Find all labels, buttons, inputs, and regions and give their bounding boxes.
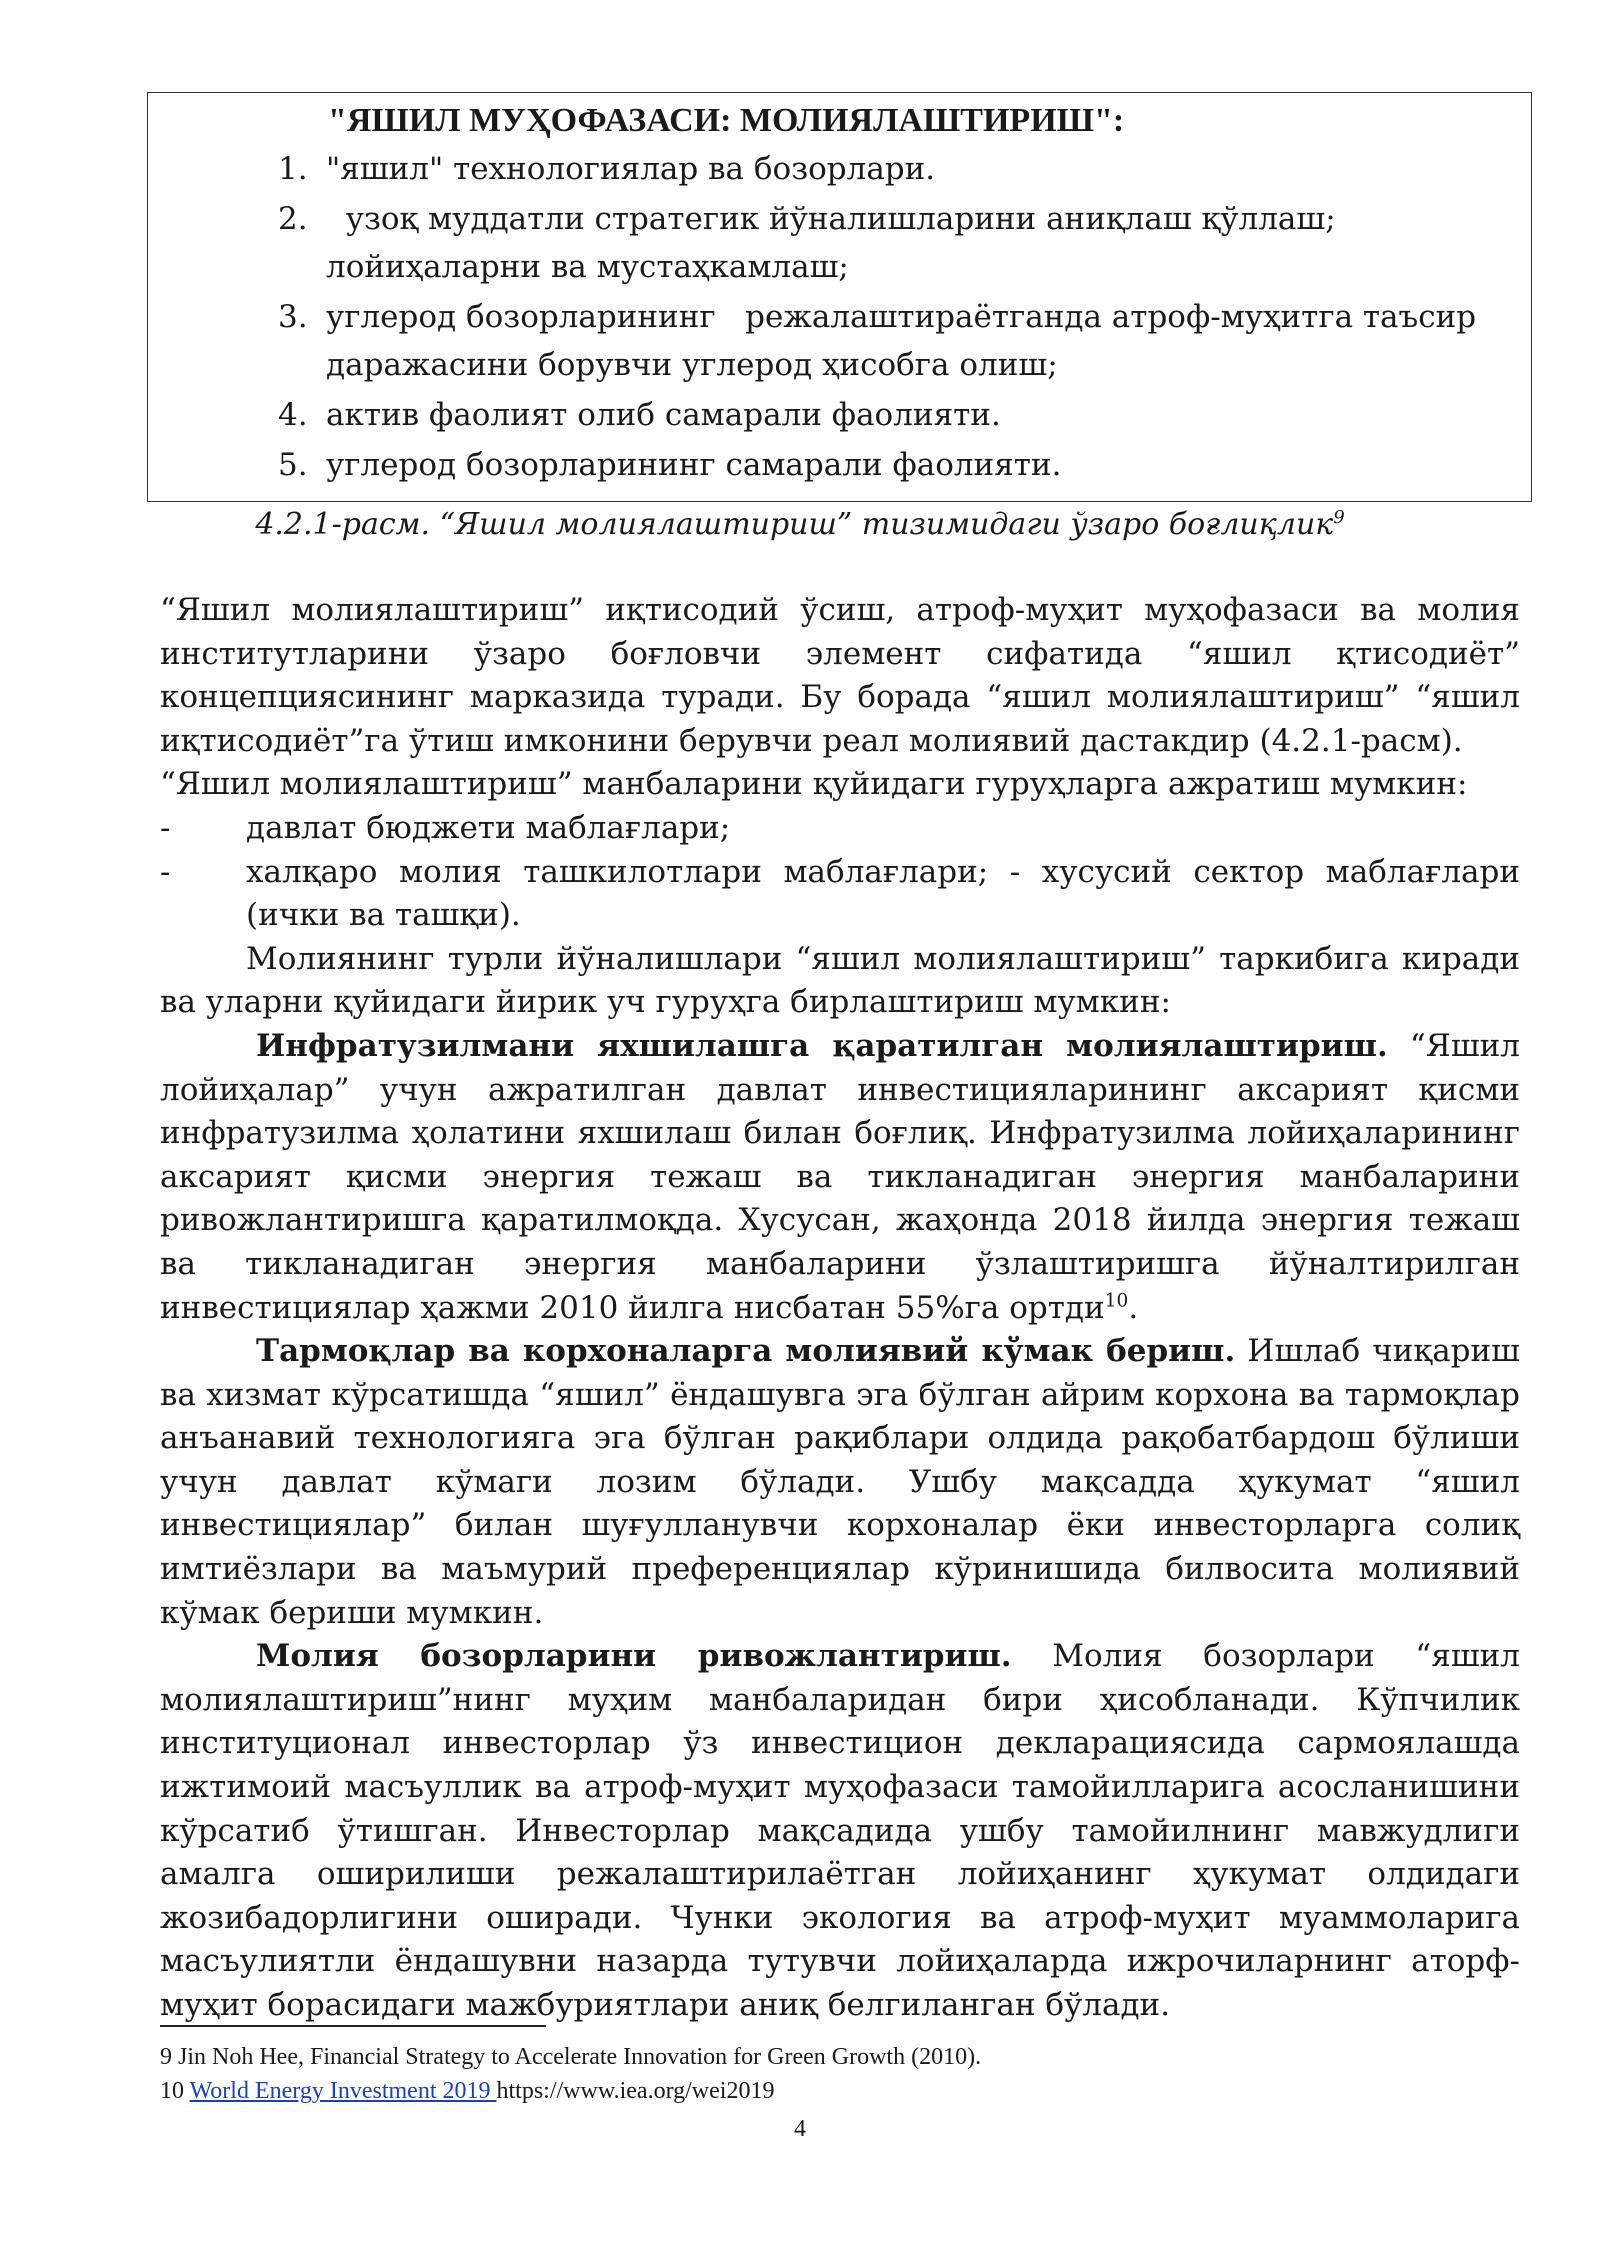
footnotes (160, 2040, 981, 2108)
list-number: 2. (278, 201, 308, 237)
figure-list-item (148, 145, 1476, 193)
list-item-text: углерод бозорларининг самарали фаолияти. (326, 447, 1062, 483)
footnote-ref-10: 10 (1104, 1290, 1129, 1312)
dash-item-text: давлат бюджети маблағлари; (246, 809, 731, 846)
footnote-separator (160, 2025, 546, 2027)
figure-list-item (148, 195, 1476, 291)
footnote-number: 10 (160, 2078, 190, 2104)
figure-list-item (148, 391, 1476, 439)
section-heading: Молия бозорларини ривожлантириш. (256, 1638, 1012, 1675)
section-heading: Тармоқлар ва корхоналарга молиявий кўмак бериш. (256, 1333, 1236, 1370)
footnote-ref-9: 9 (1333, 507, 1345, 528)
list-item-text: углерод бозорларининг режалаштираётганда атроф-муҳитга таъсир (326, 299, 1477, 335)
footnote-link[interactable]: World Energy Investment 2019 (189, 2078, 497, 2104)
figure-caption (0, 503, 1600, 547)
section-text: “Яшил лойиҳалар” учун ажратилган давлат инвестицияларининг аксарият қисми инфратузилма ҳолатини яхшилаш билан боғлиқ. Инфратузилма лойиҳаларининг аксарият қисми энергия тежаш ва тикланадиган энергия манбаларини ривожлантиришга қаратилмоқда. Хусусан, жаҳонда 2018 йилда энергия тежаш ва тикланадиган энергия манбаларини ўзлаштиришга йўналтирилган инвестициялар ҳажми 2010 йилга нисбатан 55%га ортди (160, 1027, 1520, 1326)
paragraph: “Яшил молиялаштириш” иқтисодий ўсиш, атроф-муҳит муҳофазаси ва молия институтларини ўзаро боғловчи элемент сифатида “яшил қтисодиёт” концепциясининг марказида туради. Бу борада “яшил молиялаштириш” “яшил иқтисодиёт”га ўтиш имконини берувчи реал молиявий дастакдир (4.2.1-расм). (160, 592, 1520, 759)
list-number: 4. (278, 397, 308, 433)
footnote-9: 9 Jin Noh Hee, Financial Strategy to Accelerate Innovation for Green Growth (2010). (160, 2044, 982, 2070)
figure-list-item (148, 293, 1476, 389)
dash-list-item (160, 851, 1520, 938)
list-number: 3. (278, 299, 308, 335)
list-item-text: узоқ муддатли стратегик йўналишларини аниқлаш қўллаш; (326, 201, 1336, 237)
figure-title: "ЯШИЛ МУҲОФАЗАСИ: МОЛИЯЛАШТИРИШ": (328, 102, 1125, 139)
section-paragraph (160, 1330, 1520, 1635)
page-number: 4 (794, 2116, 806, 2142)
dash-bullet: - (160, 809, 171, 846)
footnote-url: https://www.iea.org/wei2019 (496, 2078, 775, 2104)
figure-list (148, 145, 1476, 491)
section-text: Молия бозорлари “яшил молиялаштириш”нинг муҳим манбаларидан бири ҳисобланади. Кўпчилик институционал инвесторлар ўз инвестицион декларациясида сармоялашда ижтимоий масъуллик ва атроф-муҳит муҳофазаси тамойилларига асосланишини кўрсатиб ўтишган. Инвесторлар мақсадида ушбу тамойилнинг мавжудлиги амалга оширилиши режалаштирилаётган лойиҳанинг ҳукумат олдидаги жозибадорлигини оширади. Чунки экология ва атроф-муҳит муаммоларига масъулиятли ёндашувни назарда тутувчи лойиҳаларда ижрочиларнинг аторф-муҳит борасидаги мажбуриятлари аниқ белгиланган бўлади. (160, 1638, 1520, 2023)
list-item-text: "яшил" технологиялар ва бозорлари. (326, 151, 936, 187)
section-paragraph (160, 1635, 1520, 2027)
dash-item-text: халқаро молия ташкилотлари маблағлари; - хусусий сектор маблағлари (ички ва ташқи). (246, 853, 1520, 934)
paragraph: “Яшил молиялаштириш” манбаларини қуйидаги гуруҳларга ажратиш мумкин: (160, 766, 1468, 803)
dash-list-item (160, 807, 1520, 851)
dash-bullet: - (160, 853, 171, 890)
list-item-text: даражасини борувчи углерод ҳисобга олиш; (326, 347, 1058, 383)
list-number: 1. (278, 151, 308, 187)
footnote-10 (160, 2074, 981, 2108)
sentence-end: . (1128, 1289, 1139, 1326)
list-item-text: актив фаолият олиб самарали фаолияти. (326, 397, 1001, 433)
section-text: Ишлаб чиқариш ва хизмат кўрсатишда “яшил” ёндашувга эга бўлган айрим корхона ва тармоқлар анъанавий технологияга эга бўлган рақиблари олдида рақобатбардош бўлиши учун давлат кўмаги лозим бўлади. Ушбу мақсадда ҳукумат “яшил инвестициялар” билан шуғулланувчи корхоналар ёки инвесторларга солиқ имтиёзлари ва маъмурий преференциялар кўринишида билвосита молиявий кўмак бериши мумкин. (160, 1333, 1521, 1631)
figure-caption-text: 4.2.1-расм. “Яшил молиялаштириш” тизимидаги ўзаро боғлиқлик (255, 507, 1334, 542)
section-heading: Инфратузилмани яхшилашга қаратилган молиялаштириш. (256, 1027, 1388, 1064)
list-item-text: лойиҳаларни ва мустаҳкамлаш; (326, 249, 849, 285)
list-number: 5. (278, 447, 308, 483)
paragraph: Молиянинг турли йўналишлари “яшил молиялаштириш” таркибига киради ва уларни қуйидаги йирик уч гуруҳга бирлаштириш мумкин: (160, 940, 1520, 1021)
section-paragraph (160, 1025, 1520, 1330)
figure-box (147, 92, 1532, 502)
figure-list-item (148, 441, 1476, 489)
body-text (160, 589, 1520, 2028)
